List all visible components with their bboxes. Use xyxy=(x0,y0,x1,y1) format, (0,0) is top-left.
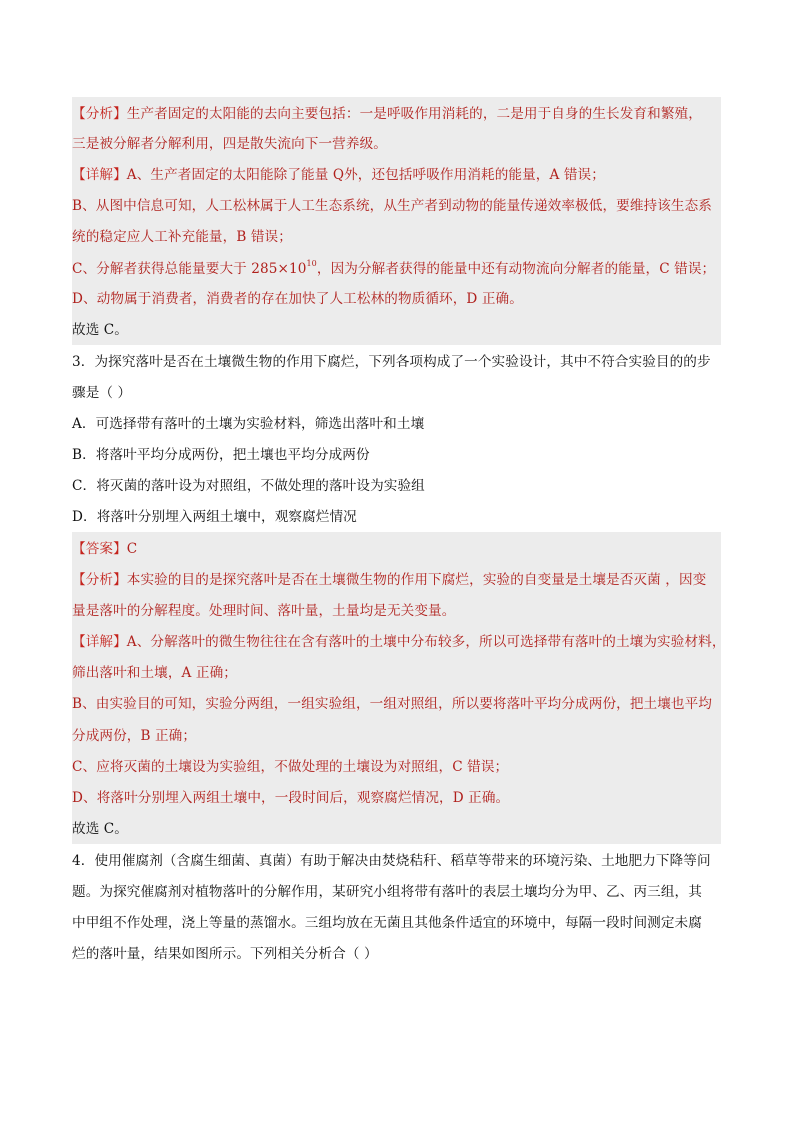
q2-conclusion: 故选 C。 xyxy=(72,322,129,338)
detail-tag: 【详解】 xyxy=(72,634,127,650)
detail-c-post: ，因为分解者获得的能量中还有动物流向分解者的能量，C 错误； xyxy=(316,261,716,277)
q3-detail-a-line-2: 筛出落叶和土壤，A 正确； xyxy=(72,665,237,681)
q2-detail-b-line-2: 统的稳定应人工补充能量，B 错误； xyxy=(72,229,292,245)
q3-detail-b-line-2: 分成两份，B 正确； xyxy=(72,728,197,744)
q3-detail-b-line-1: B、由实验目的可知，实验分两组，一组实验组，一组对照组，所以要将落叶平均分成两份，把土壤也平均 xyxy=(72,696,712,712)
q3-analysis-line-2: 量是落叶的分解程度。处理时间、落叶量，土量均是无关变量。 xyxy=(72,603,456,619)
analysis-text: 本实验的目的是探究落叶是否在土壤微生物的作用下腐烂，实验的自变量是土壤是否灭菌 ，因变 xyxy=(126,572,707,588)
q3-option-c: C．将灭菌的落叶设为对照组，不做处理的落叶设为实验组 xyxy=(72,478,425,494)
answer-value: C xyxy=(126,541,138,557)
q2-analysis-line-1 xyxy=(72,104,724,124)
detail-tag: 【详解】 xyxy=(72,167,127,183)
q3-stem-line-2: 骤是（ ） xyxy=(72,385,132,401)
q2-detail-b-line-1: B、从图中信息可知，人工松林属于人工生态系统，从生产者到动物的能量传递效率极低，要维持该生态系 xyxy=(72,198,712,214)
analysis-tag: 【分析】 xyxy=(72,106,127,122)
q4-stem-line-4: 烂的落叶量，结果如图所示。下列相关分析合（ ） xyxy=(72,946,378,962)
q3-conclusion: 故选 C。 xyxy=(72,821,129,837)
analysis-tag: 【分析】 xyxy=(72,572,127,588)
detail-c-pre: C、分解者获得总能量要大于 285×10 xyxy=(72,261,307,277)
q4-stem-line-2: 题。为探究催腐剂对植物落叶的分解作用，某研究小组将带有落叶的表层土壤均分为甲、乙、丙三组，其 xyxy=(72,884,702,900)
q3-option-a: A．可选择带有落叶的土壤为实验材料，筛选出落叶和土壤 xyxy=(72,416,425,432)
detail-text: A、分解落叶的微生物往往在含有落叶的土壤中分布较多，所以可选择带有落叶的土壤为实验材料， xyxy=(126,634,726,650)
q3-detail-a-line-1 xyxy=(72,632,724,652)
q2-analysis-line-2: 三是被分解者分解利用，四是散失流向下一营养级。 xyxy=(72,136,387,152)
answer-tag: 【答案】 xyxy=(72,541,127,557)
q3-detail-c: C、应将灭菌的土壤设为实验组，不做处理的土壤设为对照组，C 错误； xyxy=(72,759,509,775)
q2-detail-d: D、动物属于消费者，消费者的存在加快了人工松林的物质循环，D 正确。 xyxy=(72,291,523,307)
q2-detail-a xyxy=(72,165,724,185)
q3-option-b: B．将落叶平均分成两份，把土壤也平均分成两份 xyxy=(72,447,370,463)
q3-answer xyxy=(72,539,724,559)
q3-analysis-line-1 xyxy=(72,570,724,590)
q4-stem-line-3: 中甲组不作处理，浇上等量的蒸馏水。三组均放在无菌且其他条件适宜的环境中，每隔一段时间测定未腐 xyxy=(72,915,702,931)
q3-stem-line-1: 3．为探究落叶是否在土壤微生物的作用下腐烂，下列各项构成了一个实验设计，其中不符合实验目的的步 xyxy=(72,354,711,370)
detail-text: A、生产者固定的太阳能除了能量 Q外，还包括呼吸作用消耗的能量，A 错误； xyxy=(126,167,605,183)
q3-option-d: D．将落叶分别埋入两组土壤中，观察腐烂情况 xyxy=(72,509,357,525)
analysis-text: 生产者固定的太阳能的去向主要包括：一是呼吸作用消耗的，二是用于自身的生长发育和繁殖， xyxy=(126,106,702,122)
q3-detail-d: D、将落叶分别埋入两组土壤中，一段时间后，观察腐烂情况，D 正确。 xyxy=(72,790,510,806)
q4-stem-line-1: 4．使用催腐剂（含腐生细菌、真菌）有助于解决由焚烧秸秆、稻草等带来的环境污染、土地肥力下降等问 xyxy=(72,853,711,869)
detail-c-exponent: 10 xyxy=(306,259,317,268)
q2-detail-c xyxy=(72,259,724,279)
